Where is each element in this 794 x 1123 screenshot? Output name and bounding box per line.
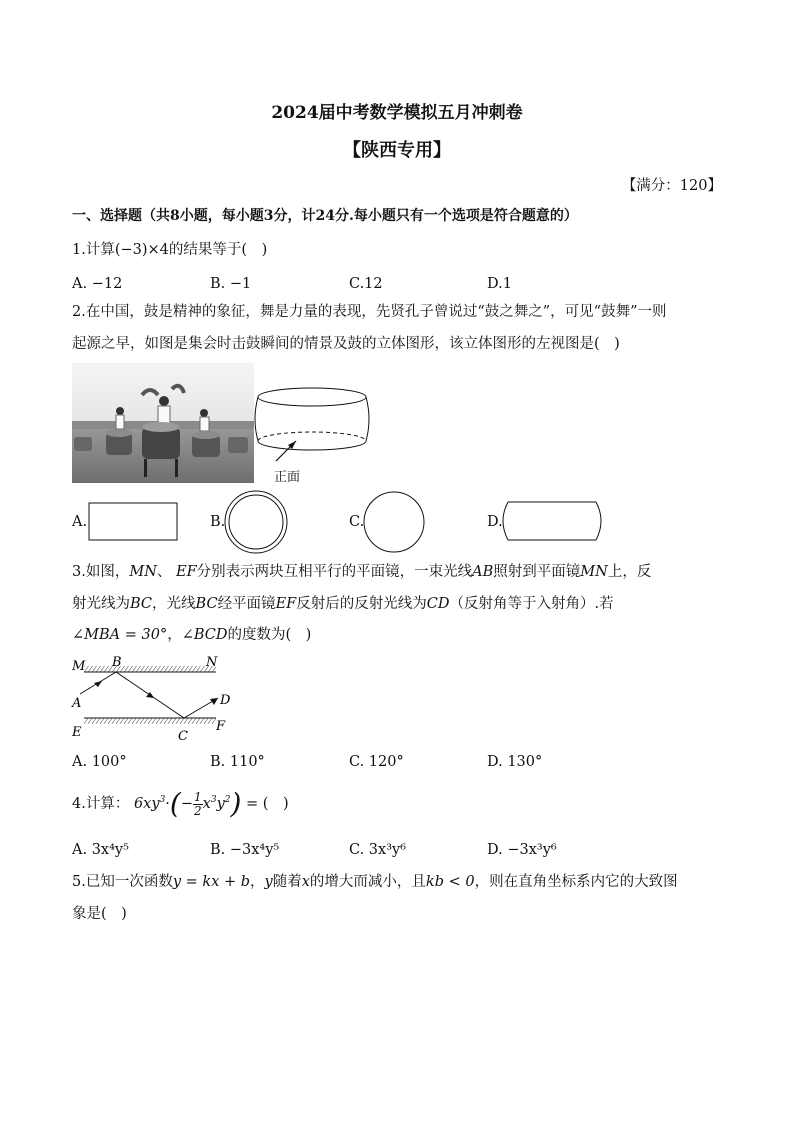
q3-option-d: D. 130°	[487, 754, 543, 770]
label-d: D	[220, 693, 231, 708]
q2-option-a-label: A.	[72, 514, 88, 530]
q4-option-c: C. 3x³y⁶	[349, 842, 407, 858]
option-b-double-circle	[223, 490, 289, 554]
front-label: 正面	[274, 470, 301, 485]
option-c-circle	[362, 490, 428, 554]
q1-suffix: 的结果等于( )	[168, 242, 268, 258]
q5-line-2: 象是( )	[72, 906, 127, 922]
q3-option-b: B. 110°	[210, 754, 265, 770]
label-a: A	[72, 696, 82, 711]
drum-photo	[72, 363, 254, 483]
label-b: B	[112, 655, 122, 670]
section-heading: 一、选择题（共8小题，每小题3分，计24分.每小题只有一个选项是符合题意的）	[72, 208, 578, 224]
q3-line-3: ∠MBA = 30°，∠BCD的度数为( )	[72, 627, 312, 643]
label-c: C	[178, 729, 188, 744]
q4-option-d: D. −3x³y⁶	[487, 842, 557, 858]
score-label: 【满分：120】	[621, 178, 722, 194]
q3-option-a: A. 100°	[72, 754, 127, 770]
q1-option-a: A. −12	[72, 276, 123, 292]
q2-option-b-label: B.	[210, 514, 226, 530]
page-subtitle: 【陕西专用】	[343, 140, 451, 161]
q4-expression: $6xy^3\cdot(-$ $\frac{1}{2}$ $x^3y^2$)	[133, 787, 242, 820]
q4-suffix: = ( )	[246, 796, 289, 812]
q1-option-c: C.12	[349, 276, 383, 292]
q2-option-d-label: D.	[487, 514, 503, 530]
label-m: M	[72, 659, 86, 674]
q3-line-1: 3.如图，MN、 EF分别表示两块互相平行的平面镜，一束光线AB照射到平面镜MN上，反	[72, 564, 652, 580]
q2-line-1: 2.在中国，鼓是精神的象征，舞是力量的表现，先贤孔子曾说过“鼓之舞之”，可见“鼓舞”一则	[72, 304, 667, 320]
q4-option-a: A. 3x⁴y⁵	[72, 842, 129, 858]
option-a-rectangle	[88, 502, 180, 542]
q4-prefix: 4.计算：	[72, 796, 130, 812]
label-f: F	[216, 719, 226, 734]
q5-line-1: 5.已知一次函数y = kx + b，y随着x的增大而减小，且kb < 0，则在直角坐标系内它的大致图	[72, 874, 678, 890]
label-n: N	[206, 655, 218, 670]
option-d-drum-side-view	[500, 500, 606, 544]
q3-line-2: 射光线为BC，光线BC经平面镜EF反射后的反射光线为CD（反射角等于入射角）.若	[72, 596, 614, 612]
question-4	[72, 787, 289, 820]
q3-option-c: C. 120°	[349, 754, 404, 770]
page-title: 2024届中考数学模拟五月冲刺卷	[271, 103, 523, 123]
q2-line-2: 起源之早，如图是集会时击鼓瞬间的情景及鼓的立体图形，该立体图形的左视图是( )	[72, 336, 620, 352]
q1-expression: (−3)×4	[114, 242, 169, 258]
question-1	[72, 240, 267, 260]
q2-option-c-label: C.	[349, 514, 365, 530]
q1-prefix: 1.计算	[72, 242, 115, 258]
label-e: E	[72, 725, 82, 740]
q4-option-b: B. −3x⁴y⁵	[210, 842, 280, 858]
q1-option-d: D.1	[487, 276, 512, 292]
drum-3d-figure	[252, 383, 377, 483]
q1-option-b: B. −1	[210, 276, 252, 292]
mirror-diagram	[70, 652, 240, 744]
